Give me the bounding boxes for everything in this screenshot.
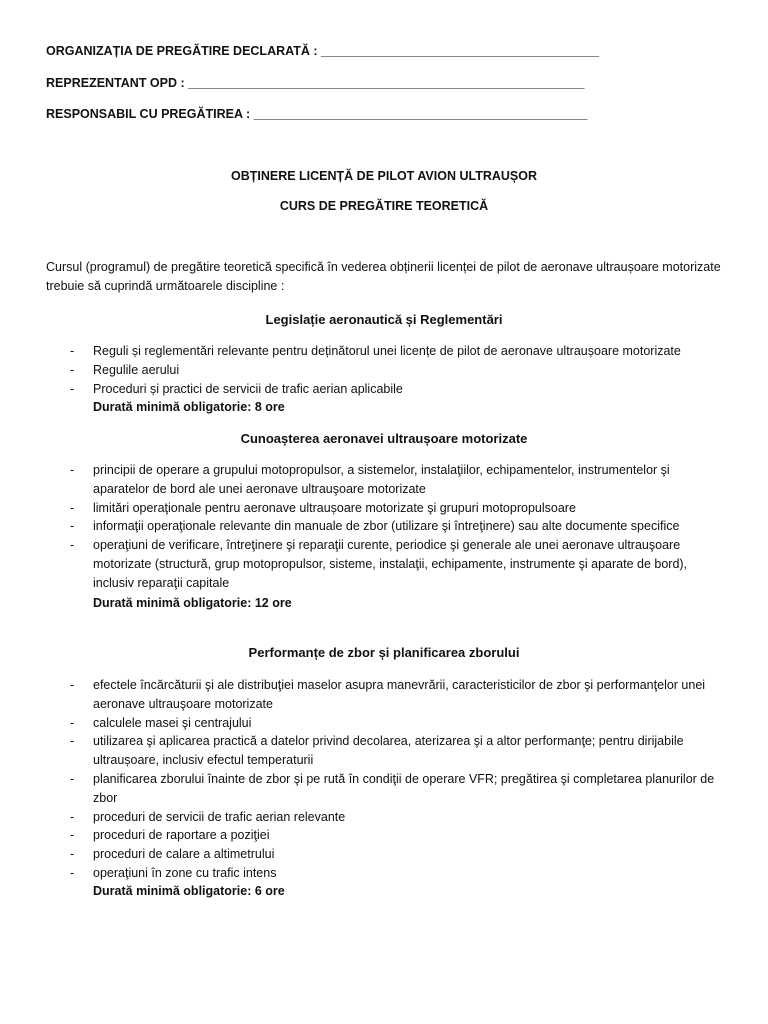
dash-bullet: -: [70, 715, 75, 730]
list-item: - Regulile aerului: [46, 361, 726, 380]
list-item: - utilizarea şi aplicarea practică a datelor privind decolarea, aterizarea şi a altor performanţe; pentru dirijabile ultraușoare, inclusiv efectul temperaturii: [70, 734, 684, 768]
dash-bullet: -: [70, 771, 75, 786]
duration-aircraft-knowledge: Durată minimă obligatorie: 12 ore: [93, 596, 292, 610]
list-item: - calculele masei şi centrajului: [46, 714, 726, 733]
list-item: - efectele încărcăturii şi ale distribuţiei maselor asupra manevrării, caracteristicilor de zbor şi performanţelor unei aeronave ultrauşoare motorizate: [70, 678, 706, 711]
list-item: - planificarea zborului înainte de zbor şi pe rută în condiţii de operare VFR; pregătirea şi completarea planurilor de zbor: [70, 771, 715, 805]
duration-legislation: Durată minimă obligatorie: 8 ore: [93, 400, 285, 414]
dash-bullet: -: [70, 678, 75, 692]
dash-bullet: -: [70, 362, 75, 377]
section-list-aircraft-knowledge: [46, 461, 726, 593]
dash-bullet: -: [70, 344, 75, 358]
list-item: - operaţiuni în zone cu trafic intens: [46, 864, 726, 883]
list-item: - proceduri de raportare a poziţiei: [46, 826, 726, 845]
dash-bullet: -: [70, 847, 75, 862]
responsible-field: RESPONSABIL CU PREGĂTIREA : ________________________________________________: [46, 107, 588, 121]
dash-bullet: -: [70, 828, 75, 843]
dash-bullet: -: [70, 519, 75, 534]
dash-bullet: -: [70, 500, 75, 515]
organization-field: ORGANIZAȚIA DE PREGĂTIRE DECLARATĂ : ________________________________________: [46, 44, 600, 58]
list-item: - Proceduri și practici de servicii de trafic aerian aplicabile: [46, 380, 726, 399]
list-item: - informaţii operaţionale relevante din manuale de zbor (utilizare şi întreţinere) sau alte documente specifice: [46, 517, 726, 536]
duration-flight-performance: Durată minimă obligatorie: 6 ore: [93, 884, 285, 898]
list-item: - operaţiuni de verificare, întreţinere şi reparaţii curente, periodice şi generale ale unei aeronave ultrauşoare motorizate (structură, grup motopropulsor, sisteme, instalaţii, echipamente, instrumente şi aparate de bord), inclusiv reparaţii capitale: [70, 538, 688, 590]
section-list-legislation: [46, 342, 726, 398]
dash-bullet: -: [70, 809, 75, 824]
representative-field: REPREZENTANT OPD : _________________________________________________________: [46, 76, 585, 90]
list-item: - proceduri de servicii de trafic aerian relevante: [46, 808, 726, 827]
list-item: - principii de operare a grupului motopropulsor, a sistemelor, instalaţiilor, echipamentelor, instrumentelor şi aparatelor de bord ale unei aeronave ultrauşoare motorizate: [70, 463, 670, 496]
intro-paragraph: Cursul (programul) de pregătire teoretică specifică în vederea obținerii licenței de pilot de aeronave ultraușoare motorizate trebuie să cuprindă următoarele discipline :: [46, 260, 721, 293]
section-title-flight-performance: Performanțe de zbor și planificarea zborului: [248, 645, 520, 660]
section-title-aircraft-knowledge: Cunoașterea aeronavei ultraușoare motorizate: [240, 431, 528, 446]
dash-bullet: -: [70, 865, 75, 880]
document-title: OBȚINERE LICENȚĂ DE PILOT AVION ULTRAUȘOR: [230, 169, 538, 183]
dash-bullet: -: [70, 381, 75, 396]
list-item: - Reguli și reglementări relevante pentru deținătorul unei licențe de pilot de aeronave ultraușoare motorizate: [46, 342, 726, 361]
dash-bullet: -: [70, 734, 75, 749]
section-list-flight-performance: [46, 676, 726, 883]
list-item: - proceduri de calare a altimetrului: [46, 845, 726, 864]
section-title-legislation: Legislație aeronautică și Reglementări: [265, 312, 503, 327]
dash-bullet: -: [70, 538, 75, 553]
list-item: - limitări operaţionale pentru aeronave ultraușoare motorizate şi grupuri motopropulsoare: [46, 499, 726, 518]
dash-bullet: -: [70, 463, 75, 477]
document-subtitle: CURS DE PREGĂTIRE TEORETICĂ: [279, 199, 489, 213]
